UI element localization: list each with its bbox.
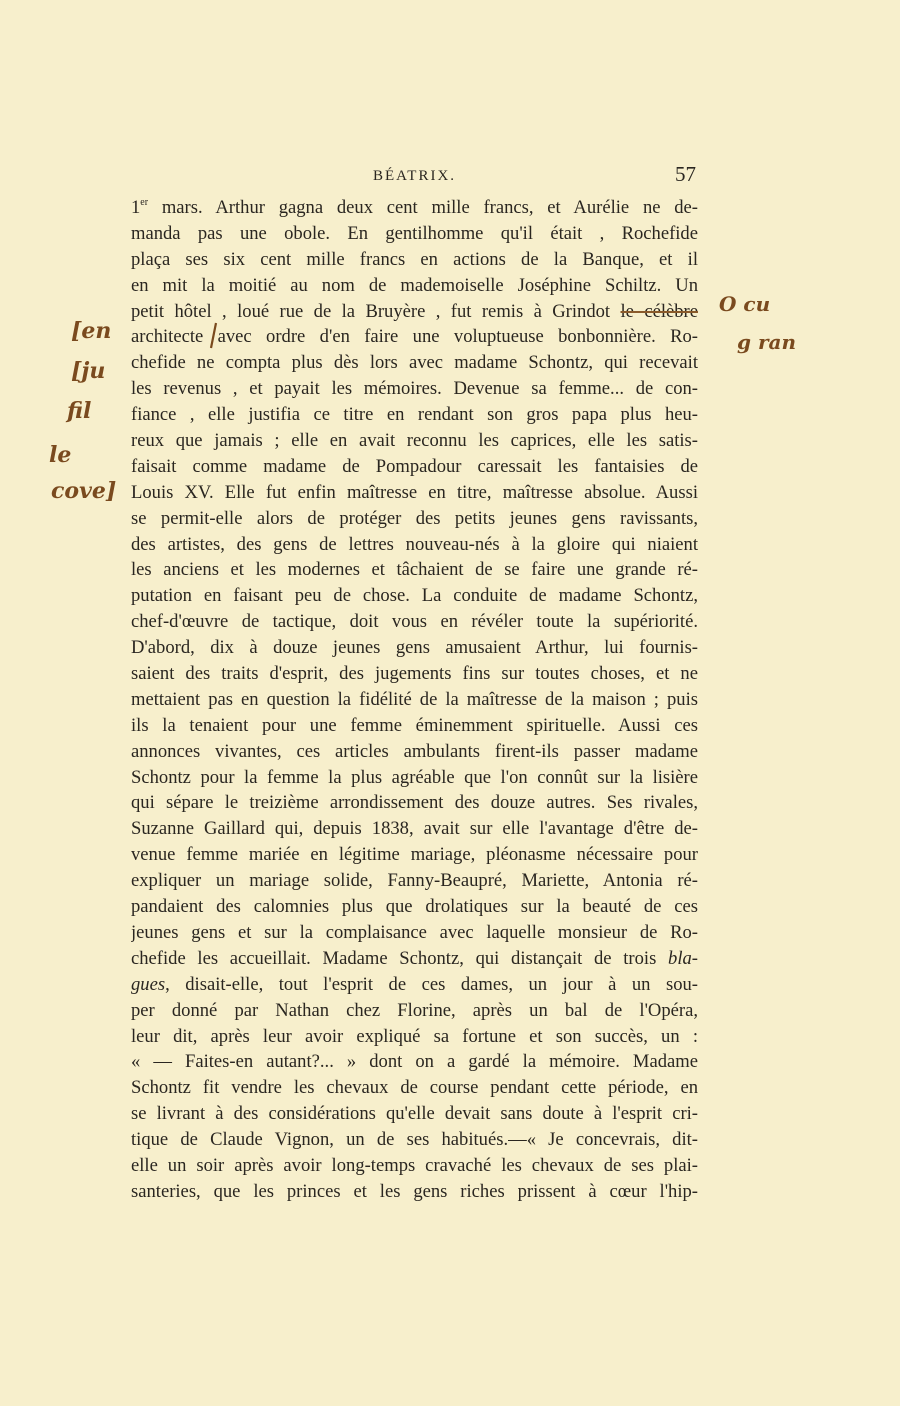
- running-head: [131, 162, 698, 192]
- text-line: qui sépare le treizième arrondissement des douze autres. Ses rivales,: [131, 792, 698, 814]
- text-line: Louis XV. Elle fut enfin maîtresse en titre, maîtresse absolue. Aussi: [131, 481, 698, 503]
- text-line: tique de Claude Vignon, un de ses habitués.—« Je concevrais, dit-: [131, 1129, 698, 1151]
- text-line: des artistes, des gens de lettres nouveau-nés à la gloire qui niaient: [131, 533, 698, 555]
- text-line: leur dit, après leur avoir expliqué sa fortune et son succès, un :: [131, 1025, 698, 1047]
- text-line: reux que jamais ; elle en avait reconnu les caprices, elle les satis-: [131, 430, 698, 452]
- text-line: Suzanne Gaillard qui, depuis 1838, avait sur elle l'avantage d'être de-: [131, 818, 698, 840]
- left-margin-annotation: [45, 318, 125, 518]
- text-line: chefide ne compta plus dès lors avec madame Schontz, qui recevait: [131, 352, 698, 374]
- text-line: en mit la moitié au nom de mademoiselle Joséphine Schiltz. Un: [131, 274, 698, 296]
- text-line: gues, disait-elle, tout l'esprit de ces dames, un jour à un sou-: [131, 973, 698, 995]
- text-line: chef-d'œuvre de tactique, doit vous en révéler toute la supériorité.: [131, 611, 698, 633]
- text-line: venue femme mariée en légitime mariage, pléonasme nécessaire pour: [131, 844, 698, 866]
- text-line: plaça ses six cent mille francs en actions de la Banque, et il: [131, 248, 698, 270]
- text-line: fiance , elle justifia ce titre en rendant son gros papa plus heu-: [131, 404, 698, 426]
- text-line: expliquer un mariage solide, Fanny-Beaupré, Mariette, Antonia ré-: [131, 870, 698, 892]
- margin-note: O cu: [719, 292, 771, 316]
- text-line: les anciens et les modernes et tâchaient de se faire une grande ré-: [131, 559, 698, 581]
- text-line: les revenus , et payait les mémoires. Devenue sa femme... de con-: [131, 378, 698, 400]
- italic-word: bla-: [668, 947, 698, 969]
- margin-note: fil: [67, 398, 92, 424]
- text-line: « — Faites-en autant?... » dont on a gardé la mémoire. Madame: [131, 1051, 698, 1073]
- margin-note: [ju: [71, 358, 106, 384]
- right-margin-annotation: [715, 290, 835, 370]
- text-line: architecte avec ordre d'en faire une voluptueuse bonbonnière. Ro-: [131, 326, 698, 348]
- struck-text: le célèbre: [620, 300, 698, 322]
- text-line: petit hôtel , loué rue de la Bruyère , fut remis à Grindot le célèbre: [131, 300, 698, 322]
- margin-note: g ran: [737, 330, 796, 354]
- text-line: pandaient des calomnies plus que drolatiques sur la beauté de ces: [131, 896, 698, 918]
- text-line: se permit-elle alors de protéger des petits jeunes gens ravissants,: [131, 507, 698, 529]
- text-line: per donné par Nathan chez Florine, après un bal de l'Opéra,: [131, 999, 698, 1021]
- text-line: D'abord, dix à douze jeunes gens amusaient Arthur, lui fournis-: [131, 637, 698, 659]
- text-line: santeries, que les princes et les gens riches prissent à cœur l'hip-: [131, 1180, 698, 1202]
- margin-note: [en: [71, 318, 112, 344]
- italic-word: gues: [131, 973, 166, 995]
- text-line: Schontz pour la femme la plus agréable que l'on connût sur la lisière: [131, 766, 698, 788]
- text-line: ils la tenaient pour une femme éminemment spirituelle. Aussi ces: [131, 714, 698, 736]
- page-number: 57: [675, 162, 696, 186]
- text-line: Schontz fit vendre les chevaux de course pendant cette période, en: [131, 1077, 698, 1099]
- text-line: se livrant à des considérations qu'elle devait sans doute à l'esprit cri-: [131, 1103, 698, 1125]
- superscript: er: [140, 197, 149, 208]
- text-line: manda pas une obole. En gentilhomme qu'il était , Rochefide: [131, 222, 698, 244]
- running-title: BÉATRIX.: [372, 168, 457, 184]
- margin-note: le: [49, 442, 72, 468]
- insertion-mark-icon: [207, 322, 219, 350]
- text-line: annonces vivantes, ces articles ambulants firent-ils passer madame: [131, 740, 698, 762]
- text-line: 1er mars. Arthur gagna deux cent mille francs, et Aurélie ne de-: [131, 197, 698, 218]
- text-line: putation en faisant peu de chose. La conduite de madame Schontz,: [131, 585, 698, 607]
- text-line: elle un soir après avoir long-temps cravaché les chevaux de ses plai-: [131, 1154, 698, 1176]
- text-line: mettaient pas en question la fidélité de la maîtresse de la maison ; puis: [131, 688, 698, 710]
- text-line: saient des traits d'esprit, des jugements fins sur toutes choses, et ne: [131, 663, 698, 685]
- text-line: chefide les accueillait. Madame Schontz, qui distançait de trois bla-: [131, 947, 698, 969]
- margin-note: cove]: [51, 478, 117, 504]
- text-line: jeunes gens et sur la complaisance avec laquelle monsieur de Ro-: [131, 921, 698, 943]
- text-line: faisait comme madame de Pompadour caressait les fantaisies de: [131, 455, 698, 477]
